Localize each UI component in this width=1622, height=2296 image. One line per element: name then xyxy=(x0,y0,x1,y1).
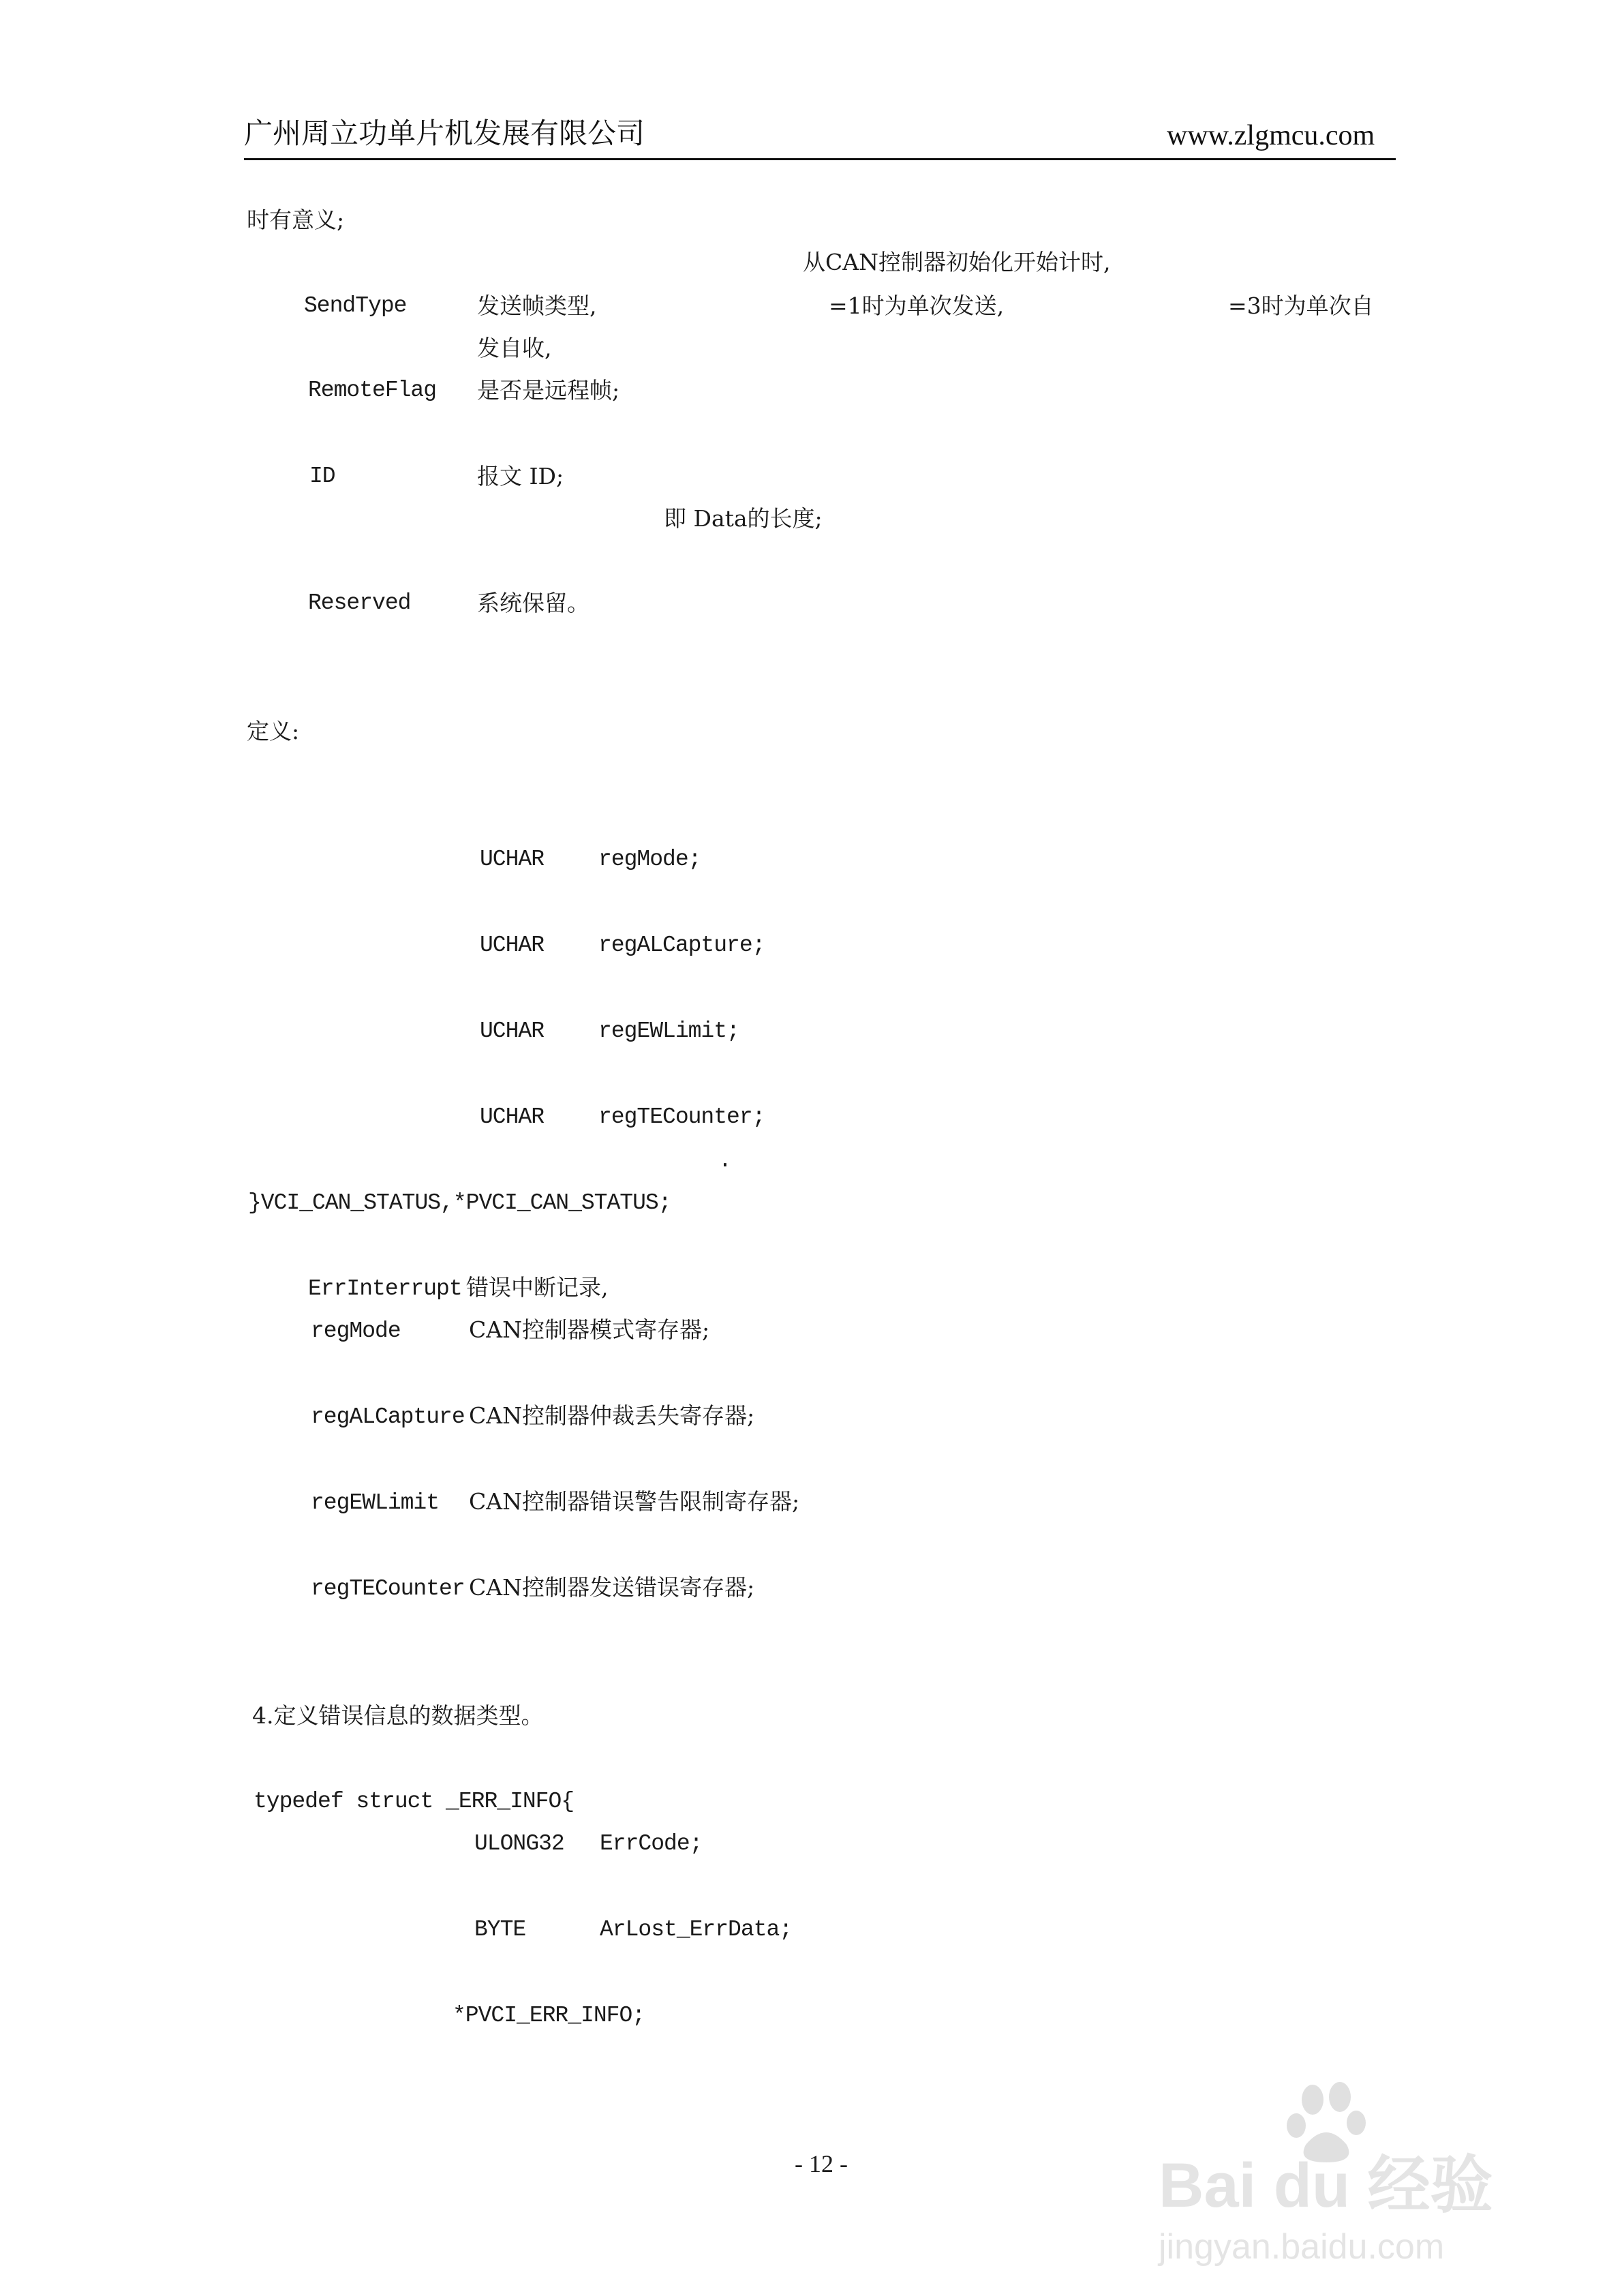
watermark-url: jingyan.baidu.com xyxy=(1159,2227,1445,2267)
member-name-regtecounter: regTECounter; xyxy=(598,1104,765,1130)
desc-name-regtecounter: regTECounter xyxy=(311,1576,465,1601)
field-desc-id: 报文 ID; xyxy=(477,463,564,489)
desc-text-errinterrupt: 错误中断记录, xyxy=(466,1274,609,1301)
watermark-brand: Bai du 经验 xyxy=(1159,2151,1493,2220)
field-desc-remoteflag: 是否是远程帧; xyxy=(477,377,620,404)
desc-name-errinterrupt: ErrInterrupt xyxy=(308,1276,462,1301)
field-name-remoteflag: RemoteFlag xyxy=(308,378,437,403)
member-type-regtecounter: UCHAR xyxy=(480,1104,545,1130)
desc-name-regalcapture: regALCapture xyxy=(311,1404,465,1430)
page-number: - 12 - xyxy=(795,2150,848,2177)
header-website[interactable]: www.zlgmcu.com xyxy=(1167,120,1375,151)
member-name-regalcapture: regALCapture; xyxy=(598,933,765,958)
field-extra-datalen: 即 Data的长度; xyxy=(664,505,823,532)
header-company: 广州周立功单片机发展有限公司 xyxy=(244,119,645,150)
member-type-errcode: ULONG32 xyxy=(474,1831,564,1856)
timer-note: 从CAN控制器初始化开始计时, xyxy=(803,249,1111,275)
field-name-reserved: Reserved xyxy=(308,590,411,616)
field-note-sendtype-2: =3时为单次自 xyxy=(1228,292,1374,319)
member-name-arlost: ArLost_ErrData; xyxy=(600,1917,793,1942)
stray-dot: . xyxy=(718,1148,731,1173)
desc-text-regtecounter: CAN控制器发送错误寄存器; xyxy=(469,1574,755,1601)
field-desc-sendtype: 发送帧类型, xyxy=(477,292,597,319)
header-rule xyxy=(244,158,1396,160)
field-desc-reserved: 系统保留。 xyxy=(477,590,590,616)
member-type-arlost: BYTE xyxy=(474,1917,526,1942)
intro-text: 时有意义; xyxy=(247,207,345,233)
field-name-id: ID xyxy=(309,464,335,489)
section2-title: 定义: xyxy=(247,718,300,744)
desc-text-regalcapture: CAN控制器仲裁丢失寄存器; xyxy=(469,1402,755,1429)
field-cont-sendtype: 发自收, xyxy=(477,335,552,361)
desc-name-regewlimit: regEWLimit xyxy=(311,1490,440,1515)
baidu-jingyan-watermark xyxy=(1152,2079,1574,2270)
member-name-regmode: regMode; xyxy=(598,847,701,872)
desc-text-regewlimit: CAN控制器错误警告限制寄存器; xyxy=(469,1488,800,1515)
member-type-regalcapture: UCHAR xyxy=(480,933,545,958)
field-note-sendtype-1: =1时为单次发送, xyxy=(829,292,1005,319)
struct-closing-status: }VCI_CAN_STATUS,*PVCI_CAN_STATUS; xyxy=(248,1190,671,1215)
typedef-line: typedef struct _ERR_INFO{ xyxy=(254,1789,575,1814)
desc-name-regmode: regMode xyxy=(311,1318,401,1344)
member-type-regmode: UCHAR xyxy=(480,847,545,872)
desc-text-regmode: CAN控制器模式寄存器; xyxy=(469,1316,710,1343)
struct-closing-errinfo: *PVCI_ERR_INFO; xyxy=(453,2003,645,2028)
member-name-regewlimit: regEWLimit; xyxy=(598,1018,739,1044)
field-name-sendtype: SendType xyxy=(304,293,407,318)
member-type-regewlimit: UCHAR xyxy=(480,1018,545,1044)
section3-title: 4.定义错误信息的数据类型。 xyxy=(252,1702,544,1729)
member-name-errcode: ErrCode; xyxy=(600,1831,703,1856)
